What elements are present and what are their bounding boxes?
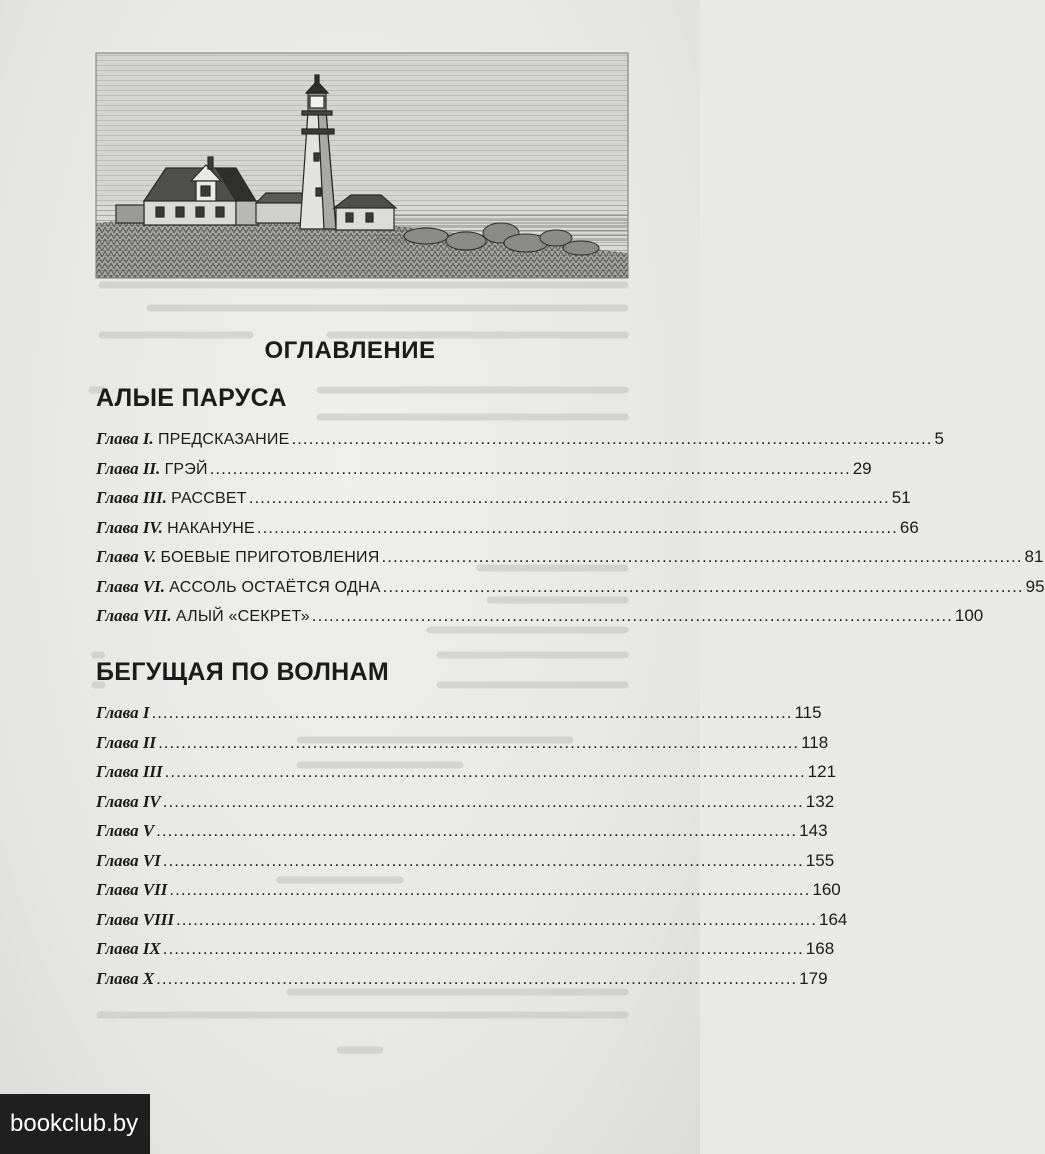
page-number: 155 bbox=[805, 850, 835, 870]
chapter-label: Глава VI bbox=[96, 850, 161, 870]
page-number: 143 bbox=[799, 821, 828, 840]
chapter-title: БОЕВЫЕ ПРИГОТОВЛЕНИЯ bbox=[160, 549, 380, 566]
page-number: 118 bbox=[801, 732, 829, 752]
toc-entry[interactable] bbox=[96, 606, 984, 636]
chapter-title: АЛЫЙ «СЕКРЕТ» bbox=[175, 608, 310, 625]
toc-entry[interactable] bbox=[96, 880, 841, 910]
toc-entry[interactable] bbox=[96, 909, 848, 940]
chapter-title: РАССВЕТ bbox=[171, 490, 247, 507]
section-title-alye-parusa: АЛЫЕ ПАРУСА bbox=[96, 384, 287, 412]
chapter-title: ПРЕДСКАЗАНИЕ bbox=[157, 431, 290, 448]
dot-leader: ................................................................................................................ bbox=[248, 488, 890, 507]
toc-entry[interactable] bbox=[96, 488, 911, 518]
page-number: 81 bbox=[1024, 547, 1044, 566]
section-title-begushchaya: БЕГУЩАЯ ПО ВОЛНАМ bbox=[96, 658, 390, 686]
toc-entry[interactable] bbox=[96, 791, 835, 822]
toc-heading: ОГЛАВЛЕНИЕ bbox=[264, 337, 436, 364]
page-number: 121 bbox=[807, 762, 837, 781]
toc-entry[interactable] bbox=[96, 429, 944, 459]
chapter-label: Глава V. bbox=[96, 547, 157, 566]
dot-leader: ................................................................................................................ bbox=[382, 576, 1024, 596]
lighthouse-icon bbox=[96, 53, 628, 278]
toc-entry[interactable] bbox=[96, 850, 835, 881]
chapter-label: Глава VIII bbox=[96, 909, 175, 929]
page-number: 51 bbox=[891, 488, 911, 507]
page-number: 29 bbox=[852, 458, 872, 478]
chapter-label: Глава VI. bbox=[96, 576, 166, 596]
dot-leader: ................................................................................................................ bbox=[164, 762, 806, 781]
toc-entry[interactable] bbox=[96, 762, 837, 792]
toc-entry[interactable] bbox=[96, 576, 1045, 607]
chapter-label: Глава IV. bbox=[96, 517, 163, 537]
page-number: 132 bbox=[805, 791, 835, 811]
chapter-title: ГРЭЙ bbox=[164, 460, 208, 478]
toc-entry[interactable] bbox=[96, 703, 822, 733]
dot-leader: ................................................................................................................ bbox=[162, 850, 804, 870]
dot-leader: ................................................................................................................ bbox=[209, 458, 851, 478]
dot-leader: ................................................................................................................ bbox=[162, 939, 804, 958]
page-number: 95 bbox=[1025, 576, 1045, 596]
page-number: 66 bbox=[899, 517, 919, 537]
dot-leader: ................................................................................................................ bbox=[381, 547, 1023, 566]
chapter-label: Глава I bbox=[96, 703, 150, 722]
chapter-label: Глава III. bbox=[96, 488, 167, 507]
dot-leader: ................................................................................................................ bbox=[176, 909, 818, 929]
page-number: 164 bbox=[819, 909, 848, 929]
chapter-label: Глава VII. bbox=[96, 606, 172, 625]
page-number: 5 bbox=[934, 429, 944, 448]
toc-entry[interactable] bbox=[96, 732, 829, 763]
chapter-label: Глава III bbox=[96, 762, 163, 781]
toc-entry[interactable] bbox=[96, 821, 828, 851]
dot-leader: ................................................................................................................ bbox=[162, 791, 804, 811]
dot-leader: ................................................................................................................ bbox=[311, 606, 953, 625]
chapter-title: АССОЛЬ ОСТАЁТСЯ ОДНА bbox=[169, 578, 381, 596]
toc-entry[interactable] bbox=[96, 517, 919, 548]
toc-entry[interactable] bbox=[96, 547, 1044, 577]
toc-list-begushchaya bbox=[96, 703, 848, 998]
dot-leader: ................................................................................................................ bbox=[291, 429, 933, 448]
toc-list-alye-parusa bbox=[96, 429, 1045, 636]
dot-leader: ................................................................................................................ bbox=[156, 821, 798, 840]
chapter-label: Глава II bbox=[96, 732, 157, 752]
chapter-label: Глава I. bbox=[96, 429, 154, 448]
chapter-label: Глава II. bbox=[96, 458, 161, 478]
dot-leader: ................................................................................................................ bbox=[151, 703, 793, 722]
chapter-label: Глава X bbox=[96, 968, 155, 988]
chapter-label: Глава V bbox=[96, 821, 155, 840]
toc-entry[interactable] bbox=[96, 968, 828, 999]
bookclub-watermark[interactable]: bookclub.by bbox=[0, 1094, 150, 1154]
dot-leader: ................................................................................................................ bbox=[156, 968, 798, 988]
toc-entry[interactable] bbox=[96, 458, 872, 489]
dot-leader: ................................................................................................................ bbox=[169, 880, 811, 899]
page-number: 179 bbox=[799, 968, 828, 988]
chapter-label: Глава IX bbox=[96, 939, 161, 958]
page-number: 115 bbox=[794, 703, 822, 722]
chapter-title: НАКАНУНЕ bbox=[167, 519, 255, 537]
page-number: 168 bbox=[805, 939, 835, 958]
chapter-label: Глава IV bbox=[96, 791, 161, 811]
lighthouse-illustration bbox=[96, 53, 628, 278]
chapter-label: Глава VII bbox=[96, 880, 168, 899]
page-number: 100 bbox=[954, 606, 984, 625]
page-number: 160 bbox=[812, 880, 841, 899]
dot-leader: ................................................................................................................ bbox=[256, 517, 898, 537]
toc-entry[interactable] bbox=[96, 939, 835, 969]
dot-leader: ................................................................................................................ bbox=[158, 732, 800, 752]
